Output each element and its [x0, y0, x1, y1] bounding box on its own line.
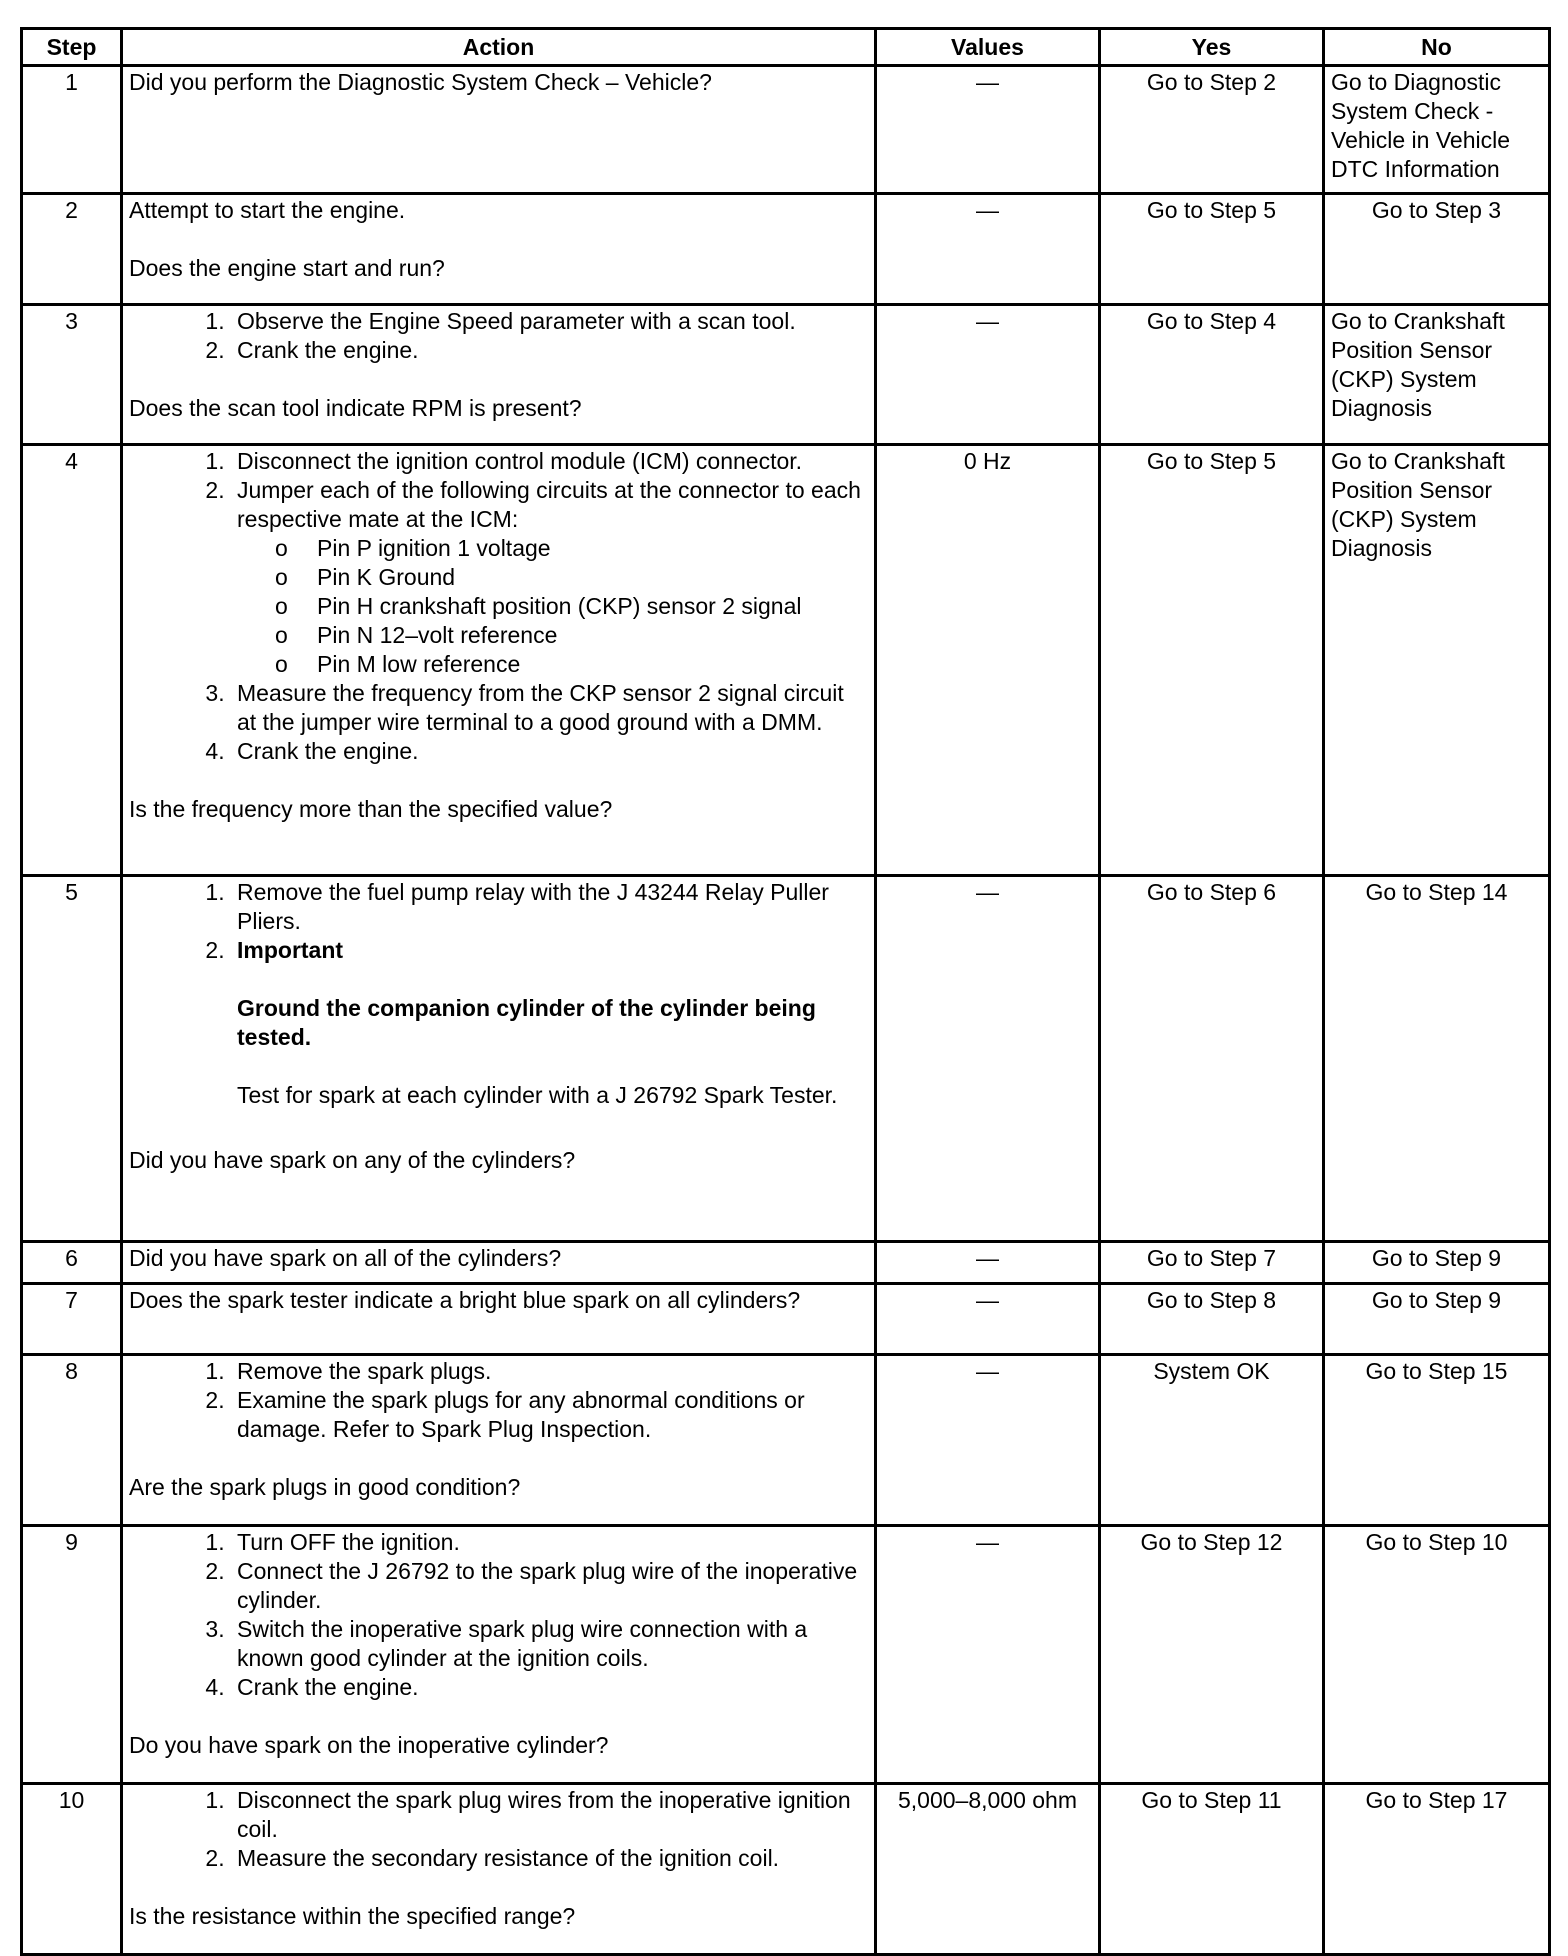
table-row [22, 1242, 1550, 1284]
step-number: 3 [22, 305, 122, 445]
action-step: 2. Examine the spark plugs for any abnormal conditions or damage. Refer to Spark Plug Inspection. [231, 1386, 868, 1444]
action-cell [122, 1784, 876, 1955]
values-cell: — [876, 66, 1100, 194]
yes-cell: Go to Step 11 [1100, 1784, 1324, 1955]
diagnostic-table [20, 27, 1551, 1956]
action-question: Did you have spark on any of the cylinders? [129, 1147, 576, 1173]
yes-cell: Go to Step 2 [1100, 66, 1324, 194]
action-question: Are the spark plugs in good condition? [129, 1474, 521, 1500]
values-cell: — [876, 1526, 1100, 1784]
step-number: 1 [22, 66, 122, 194]
yes-cell: Go to Step 5 [1100, 194, 1324, 305]
header-row [22, 29, 1550, 66]
action-step: 3. Measure the frequency from the CKP sensor 2 signal circuit at the jumper wire terminal to a good ground with a DMM. [231, 679, 868, 737]
action-question: Does the scan tool indicate RPM is present? [129, 395, 582, 421]
action-step: 3. Switch the inoperative spark plug wire connection with a known good cylinder at the ignition coils. [231, 1615, 868, 1673]
step-number: 4 [22, 445, 122, 876]
values-cell: — [876, 1284, 1100, 1355]
no-cell: Go to Crankshaft Position Sensor (CKP) System Diagnosis [1324, 305, 1550, 445]
action-step: 1. Observe the Engine Speed parameter with a scan tool. [231, 307, 868, 336]
action-question: Does the engine start and run? [129, 255, 445, 281]
no-cell: Go to Step 14 [1324, 876, 1550, 1242]
action-step: 2. Crank the engine. [231, 336, 868, 365]
table-row [22, 1784, 1550, 1955]
table-row [22, 194, 1550, 305]
table-row [22, 305, 1550, 445]
step-number: 5 [22, 876, 122, 1242]
values-cell: — [876, 194, 1100, 305]
action-cell [122, 1526, 876, 1784]
values-cell: — [876, 1242, 1100, 1284]
values-cell: 0 Hz [876, 445, 1100, 876]
table-row [22, 1526, 1550, 1784]
pin-item: o Pin N 12–volt reference [317, 621, 868, 650]
action-cell [122, 1355, 876, 1526]
step-number: 8 [22, 1355, 122, 1526]
action-question: Is the frequency more than the specified value? [129, 796, 613, 822]
yes-cell: Go to Step 12 [1100, 1526, 1324, 1784]
pin-item: o Pin P ignition 1 voltage [317, 534, 868, 563]
action-step-text: Jumper each of the following circuits at the connector to each respective mate at the ICM: [237, 477, 861, 532]
action-step: 4. Crank the engine. [231, 737, 868, 766]
no-cell: Go to Diagnostic System Check - Vehicle in Vehicle DTC Information [1324, 66, 1550, 194]
action-step: 4. Crank the engine. [231, 1673, 868, 1702]
yes-cell: Go to Step 6 [1100, 876, 1324, 1242]
step-number: 7 [22, 1284, 122, 1355]
no-cell: Go to Step 10 [1324, 1526, 1550, 1784]
yes-cell: Go to Step 4 [1100, 305, 1324, 445]
action-step: 1. Disconnect the spark plug wires from the inoperative ignition coil. [231, 1786, 868, 1844]
header-step: Step [22, 29, 122, 66]
step-number: 2 [22, 194, 122, 305]
header-no: No [1324, 29, 1550, 66]
action-steps [129, 1528, 868, 1702]
no-cell: Go to Step 15 [1324, 1355, 1550, 1526]
action-intro: Attempt to start the engine. [129, 197, 406, 223]
important-label: Important [237, 937, 344, 963]
action-steps [129, 447, 868, 766]
values-cell: — [876, 1355, 1100, 1526]
action-step: 1. Turn OFF the ignition. [231, 1528, 868, 1557]
no-cell: Go to Step 17 [1324, 1784, 1550, 1955]
action-cell [122, 305, 876, 445]
action-step: 1. Remove the fuel pump relay with the J 43244 Relay Puller Pliers. [231, 878, 868, 936]
header-values: Values [876, 29, 1100, 66]
action-question: Do you have spark on the inoperative cylinder? [129, 1732, 609, 1758]
values-cell: — [876, 305, 1100, 445]
action-step: 1. Remove the spark plugs. [231, 1357, 868, 1386]
table-row [22, 1355, 1550, 1526]
step-number: 9 [22, 1526, 122, 1784]
table-row [22, 445, 1550, 876]
pin-item: o Pin H crankshaft position (CKP) sensor 2 signal [317, 592, 868, 621]
important-note: Ground the companion cylinder of the cylinder being tested. [237, 995, 816, 1050]
yes-cell: Go to Step 7 [1100, 1242, 1324, 1284]
action-steps [129, 307, 868, 365]
pin-item: o Pin K Ground [317, 563, 868, 592]
header-action: Action [122, 29, 876, 66]
action-question: Is the resistance within the specified range? [129, 1903, 576, 1929]
step-number: 10 [22, 1784, 122, 1955]
header-yes: Yes [1100, 29, 1324, 66]
pin-list [237, 534, 868, 679]
important-text: Test for spark at each cylinder with a J 26792 Spark Tester. [237, 1082, 838, 1108]
action-cell [122, 445, 876, 876]
yes-cell: Go to Step 5 [1100, 445, 1324, 876]
values-cell: 5,000–8,000 ohm [876, 1784, 1100, 1955]
action-step [231, 936, 868, 1110]
action-steps [129, 1786, 868, 1873]
action-cell [122, 1284, 876, 1355]
action-cell [122, 876, 876, 1242]
action-question: Did you perform the Diagnostic System Check – Vehicle? [129, 69, 712, 95]
no-cell: Go to Step 9 [1324, 1242, 1550, 1284]
action-cell [122, 1242, 876, 1284]
action-question: Does the spark tester indicate a bright blue spark on all cylinders? [129, 1287, 801, 1313]
action-step: 1. Disconnect the ignition control module (ICM) connector. [231, 447, 868, 476]
pin-item: o Pin M low reference [317, 650, 868, 679]
action-cell [122, 194, 876, 305]
action-cell [122, 66, 876, 194]
no-cell: Go to Step 9 [1324, 1284, 1550, 1355]
no-cell: Go to Step 3 [1324, 194, 1550, 305]
step-number: 6 [22, 1242, 122, 1284]
action-step: 2. Measure the secondary resistance of the ignition coil. [231, 1844, 868, 1873]
action-step: 2. Connect the J 26792 to the spark plug wire of the inoperative cylinder. [231, 1557, 868, 1615]
yes-cell: Go to Step 8 [1100, 1284, 1324, 1355]
no-cell: Go to Crankshaft Position Sensor (CKP) System Diagnosis [1324, 445, 1550, 876]
action-step [231, 476, 868, 679]
values-cell: — [876, 876, 1100, 1242]
action-steps [129, 878, 868, 1110]
table-row [22, 66, 1550, 194]
table-row [22, 1284, 1550, 1355]
action-steps [129, 1357, 868, 1444]
yes-cell: System OK [1100, 1355, 1324, 1526]
table-row [22, 876, 1550, 1242]
action-question: Did you have spark on all of the cylinders? [129, 1245, 562, 1271]
